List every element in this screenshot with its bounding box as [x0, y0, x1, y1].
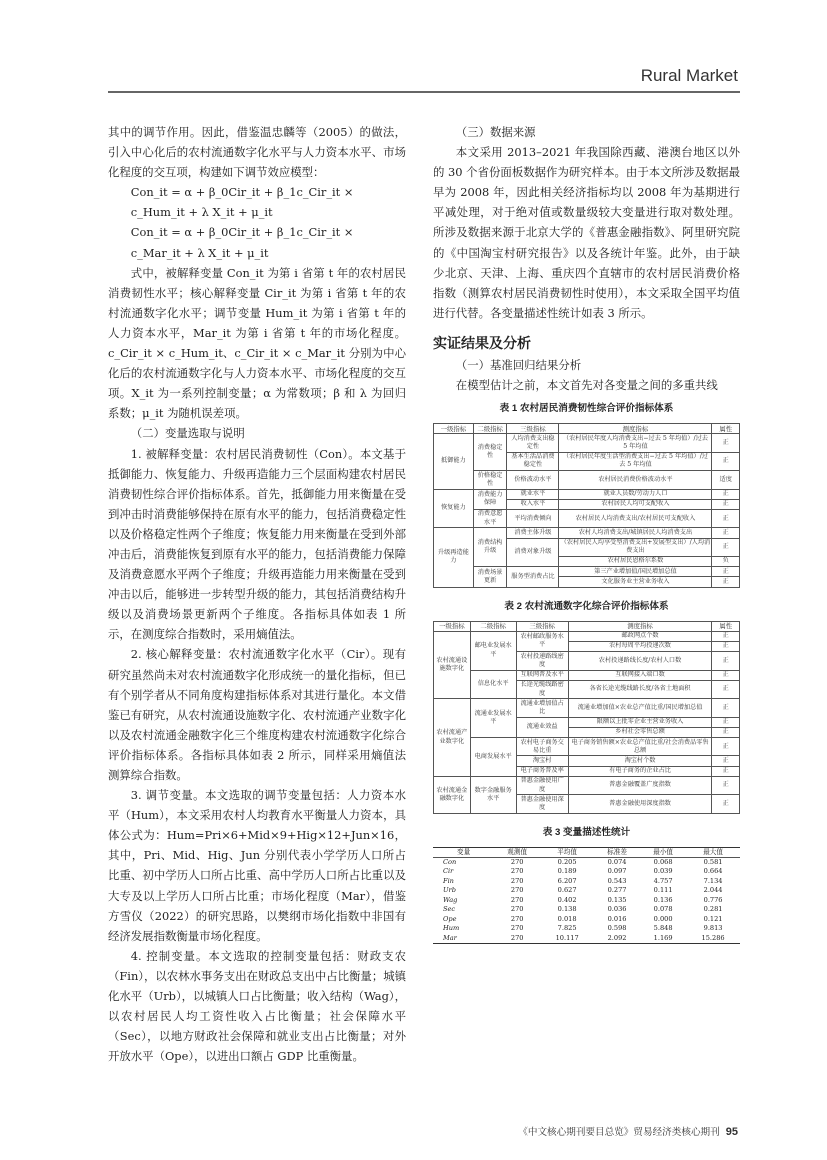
table-cell: 各省长途光缆线路长度/各省土地面积 [568, 680, 712, 698]
table-cell: 有电子商务的企业占比 [568, 766, 712, 776]
table-cell: 长途光缆线路密度 [516, 680, 568, 698]
table-header-cell: 观测值 [494, 847, 540, 857]
paragraph: 4. 控制变量。本文选取的控制变量包括：财政支农（Fin），以农林水事务支出在财政总支出中占比衡量；城镇化水平（Urb），以城镇人口占比衡量；收入结构（Wag），以农村居民人均工资性收入占比衡量；社会保障水平（Sec），以地方财政社会保障和就业支出占比衡量；对外开放水平（Ope），以进出口额占 GDP 比重衡量。 [108, 948, 406, 1064]
table-header-cell: 测度指标 [568, 621, 712, 631]
table-cell: 正 [712, 567, 740, 577]
variable-name: Ope [443, 914, 457, 923]
table-header-cell: 平均值 [540, 847, 594, 857]
table-cell: 270 [510, 924, 524, 933]
section-heading: （二）变量选取与说明 [130, 426, 245, 441]
table-header-cell: 属性 [712, 621, 740, 631]
table-cell: 农村流通设施数字化 [434, 631, 471, 698]
variable-name: Con [443, 857, 457, 866]
table-row [433, 886, 740, 896]
table-cell: 1.169 [653, 933, 673, 942]
table-cell: 消费场景更新 [473, 567, 507, 587]
table-cell: 价格波动水平 [507, 471, 559, 489]
table-cell: 10.117 [555, 933, 579, 942]
paragraph: 1. 被解释变量：农村居民消费韧性（Con）。本文基于抵御能力、恢复能力、升级再造能力三个层面构建农村居民消费韧性综合评价指标体系。首先，抵御能力用来衡量在受到冲击时消费能够保持在原有水平的能力，包括消费稳定性以及价格稳定性两个子维度；恢复能力用来衡量在受到外部冲击后，消费能恢复到原有水平的能力，包括消费能力保障及消费意愿水平两个子维度；升级再造能力用来衡量在受到冲击以后，能够进一步转型升级的能力，其包括消费结构升级以及消费场景更新两个子维度。各指标具体如表 1 所示，在测度综合指数时，采用熵值法。 [108, 446, 406, 642]
table-cell: 正 [712, 727, 740, 737]
table-row [434, 489, 740, 499]
table-cell: 0.074 [607, 857, 627, 866]
table-cell: 0.543 [607, 876, 627, 885]
table-cell: 农村居民人均可支配收入 [559, 499, 712, 509]
table-cell: 正 [712, 528, 740, 538]
table-cell: 0.000 [653, 914, 673, 923]
table-cell: 0.036 [607, 905, 627, 914]
table-cell: 270 [510, 886, 524, 895]
table-cell: 文化服务业主营业务收入 [559, 577, 712, 587]
table-cell: 消费结构升级 [473, 528, 507, 567]
table-cell: 普惠金融使用深度 [516, 795, 568, 813]
table-cell: 270 [510, 857, 524, 866]
table-header-cell: 一级指标 [434, 621, 471, 631]
table-cell: 农村人均消费支出/城镇居民人均消费支出 [559, 528, 712, 538]
table-cell: 农村流通产业数字化 [434, 699, 471, 777]
table-header-cell: 测度指标 [559, 424, 712, 434]
table-cell: 适度 [712, 471, 740, 489]
table-cell: 农村居民恩格尔系数 [559, 556, 712, 566]
main-heading: 实证结果及分析 [433, 334, 531, 351]
table-cell: 农村居民消费价格波动水平 [559, 471, 712, 489]
table1-caption: 表 1 农村居民消费韧性综合评价指标体系 [499, 403, 674, 415]
table-cell: 正 [712, 776, 740, 794]
table-header-cell: 二级指标 [470, 621, 516, 631]
table-cell: 平均消费倾向 [507, 509, 559, 527]
table-row [433, 857, 740, 867]
table-cell: 消费稳定性 [473, 434, 507, 471]
table-cell: 2.044 [703, 886, 723, 895]
table-cell: 0.018 [557, 914, 577, 923]
table2-caption: 表 2 农村流通数字化综合评价指标体系 [504, 600, 669, 612]
table-cell: 0.068 [653, 857, 673, 866]
table-cell: 抵御能力 [434, 434, 474, 489]
variable-name: Fin [443, 876, 454, 885]
table-cell: 正 [712, 499, 740, 509]
table-cell: 互联网普及水平 [516, 670, 568, 680]
table-cell: 正 [712, 538, 740, 556]
variable-name: Wag [443, 895, 458, 904]
table-cell: 0.039 [653, 867, 673, 876]
table-header-cell: 最小值 [640, 847, 686, 857]
table-cell: 消费主体升级 [507, 528, 559, 538]
variable-name: Urb [443, 886, 456, 895]
table-header-cell: 标准差 [594, 847, 640, 857]
variable-name: Sec [443, 905, 456, 914]
table-cell: 电子商务销售额×农业总产值比重/社会消费品零售总额 [568, 738, 712, 756]
table-cell: 正 [712, 652, 740, 670]
table-cell: 收入水平 [507, 499, 559, 509]
table-cell: 普惠金融覆盖广度指数 [568, 776, 712, 794]
table-cell: 正 [712, 717, 740, 727]
table-row [434, 471, 740, 489]
table-cell: 信息化水平 [470, 670, 516, 699]
table-cell: 电子商务普及率 [516, 766, 568, 776]
table-header-cell: 属性 [712, 424, 740, 434]
table-cell: 正 [712, 577, 740, 587]
table-cell: 0.016 [607, 914, 627, 923]
table-header-cell: 一级指标 [434, 424, 474, 434]
table-row [433, 896, 740, 906]
table-cell: 正 [712, 699, 740, 717]
table-cell: 0.138 [557, 905, 577, 914]
table-row [433, 924, 740, 934]
variable-name: Mar [443, 933, 457, 942]
table-cell: 邮电业发展水平 [470, 631, 516, 670]
table-cell: 0.205 [557, 857, 577, 866]
table-cell: 0.776 [703, 895, 723, 904]
table-cell: 限额以上批零企业主营业务收入 [568, 717, 712, 727]
variable-name: Hum [443, 924, 460, 933]
table-cell: （农村居民人均享受型消费支出+发展型支出）/人均消费支出 [559, 538, 712, 556]
table-cell: 0.135 [607, 895, 627, 904]
table-cell: 270 [510, 876, 524, 885]
table-header-cell: 最大值 [686, 847, 740, 857]
table-cell: 0.281 [703, 905, 723, 914]
table-header-cell: 三级指标 [516, 621, 568, 631]
table-cell: 第三产业增加值/国民增加总值 [559, 567, 712, 577]
table-cell: 正 [712, 766, 740, 776]
page-number: 95 [725, 1126, 738, 1138]
table-cell: 270 [510, 867, 524, 876]
table-cell: 7.825 [557, 924, 577, 933]
table-cell: 正 [712, 795, 740, 813]
table-cell: 负 [712, 556, 740, 566]
table-cell: 淘宝村 [516, 756, 568, 766]
table-cell: 就业水平 [507, 489, 559, 499]
table-cell: 0.189 [557, 867, 577, 876]
table-row [433, 905, 740, 915]
table-cell: 就业人员数/劳动力人口 [559, 489, 712, 499]
table-cell: 农村流通金融数字化 [434, 776, 471, 813]
table-row [434, 567, 740, 577]
table-cell: 270 [510, 895, 524, 904]
header-rule [108, 91, 740, 93]
table-cell: 正 [712, 641, 740, 651]
section-heading: （一）基准回归结果分析 [455, 357, 582, 372]
table2 [433, 621, 740, 814]
table-row [433, 934, 740, 944]
table1 [433, 423, 740, 587]
table-cell: 2.092 [607, 933, 627, 942]
table-cell: 正 [712, 631, 740, 641]
table-cell: 正 [712, 452, 740, 470]
equation-1: Con_it = α + β_0Cir_it + β_1c_Cir_it × c_Hum_it + λ X_it + μ_it [130, 185, 354, 220]
table-cell: 0.598 [607, 924, 627, 933]
table-row [434, 670, 740, 680]
table-cell: 270 [510, 905, 524, 914]
table-cell: 价格稳定性 [473, 471, 507, 489]
table3 [433, 847, 740, 945]
table-cell: 270 [510, 914, 524, 923]
paragraph: 在模型估计之前，本文首先对各变量之间的多重共线 [455, 378, 718, 393]
table-cell: 消费能力保障 [473, 489, 507, 509]
paragraph: 2. 核心解释变量：农村流通数字化水平（Cir）。现有研究虽然尚未对农村流通数字化形成统一的量化指标，但已有个别学者从不同角度构建指标体系对其进行量化。本文借鉴已有研究，从农村流通设施数字化、农村流通产业数字化以及农村流通金融数字化三个维度构建农村流通数字化综合评价指标体系。各指标具体如表 2 所示，同样采用熵值法测算综合指数。 [108, 647, 406, 782]
table-cell: 邮政网点个数 [568, 631, 712, 641]
table-cell: 15.286 [701, 933, 725, 942]
table-cell: 恢复能力 [434, 489, 474, 528]
paragraph: 其中的调节作用。因此，借鉴温忠麟等（2005）的做法，引入中心化后的农村流通数字化水平与人力资本水平、市场化程度的交互项，构建如下调节效应模型： [108, 125, 406, 180]
table-row [434, 434, 740, 452]
equation-2: Con_it = α + β_0Cir_it + β_1c_Cir_it × c_Mar_it + λ X_it + μ_it [130, 225, 354, 260]
table-cell: 0.136 [653, 895, 673, 904]
table-cell: 农村邮政服务水平 [516, 631, 568, 651]
table-cell: 普惠金融使用深度指数 [568, 795, 712, 813]
left-column [108, 122, 406, 1066]
section-heading: （三）数据来源 [455, 125, 536, 139]
table-cell: 正 [712, 738, 740, 756]
table-cell: 0.121 [703, 914, 723, 923]
journal-header: Rural Market [640, 66, 738, 85]
table-cell: 数字金融服务水平 [470, 776, 516, 813]
table-header-cell: 变量 [433, 847, 494, 857]
table-cell: 正 [712, 680, 740, 698]
table-cell: 流通业增加值×农业总产值比重/国民增加总值 [568, 699, 712, 717]
right-column [433, 122, 740, 944]
table-cell: 0.078 [653, 905, 673, 914]
table-cell: 正 [712, 670, 740, 680]
table-cell: 0.402 [557, 895, 577, 904]
table-cell: 消费对象升级 [507, 538, 559, 567]
table-cell: 6.207 [557, 876, 577, 885]
table-cell: 淘宝村个数 [568, 756, 712, 766]
table-cell: 基本生活品消费稳定性 [507, 452, 559, 470]
paragraph: 3. 调节变量。本文选取的调节变量包括：人力资本水平（Hum），本文采用农村人均教育水平衡量人力资本，具体公式为：Hum=Pri×6+Mid×9+Hig×12+Jun×16，其中，Pri、Mid、Hig、Jun 分别代表小学学历人口所占比重、初中学历人口所占比重、高中学历人口所占比重以及大专及以上学历人口所占比重；市场化程度（Mar），借鉴方雪仪（2022）的研究思路，以樊纲市场化指数中非国有经济发展指数衡量市场化程度。 [108, 788, 406, 943]
table-cell: 9.813 [703, 924, 723, 933]
table-cell: 正 [712, 756, 740, 766]
table-header-cell: 二级指标 [473, 424, 507, 434]
footer [0, 1124, 738, 1138]
table-cell: 0.277 [607, 886, 627, 895]
table-cell: 农村投递路线长度/农村人口数 [568, 652, 712, 670]
table-cell: 普惠金融使用广度 [516, 776, 568, 794]
paragraph: 式中，被解释变量 Con_it 为第 i 省第 t 年的农村居民消费韧性水平；核心解释变量 Cir_it 为第 i 省第 t 年的农村流通数字化水平；调节变量 Hum_it 为第 i 省第 t 年的人力资本水平，Mar_it 为第 i 省第 t 年的市场化程度。c_Cir_it × c_Hum_it、c_Cir_it × c_Mar_it 分别为中心化后的农村流通数字化与人力资本水平、市场化程度的交互项。X_it 为一系列控制变量；α 为常数项；β 和 λ 为回归系数；μ_it 为随机误差项。 [108, 265, 406, 421]
table-cell: 正 [712, 434, 740, 452]
table-row [433, 915, 740, 925]
table-cell: 0.664 [703, 867, 723, 876]
footer-text: 《中文核心期刊要目总览》贸易经济类核心期刊 [518, 1127, 720, 1138]
table-cell: 正 [712, 509, 740, 527]
table-cell: 0.097 [607, 867, 627, 876]
table-cell: 人均消费支出稳定性 [507, 434, 559, 452]
table-cell: 乡村社会零售总额 [568, 727, 712, 737]
table-cell: （农村居民年度生活型消费支出−过去 5 年均值）/过去 5 年均值 [559, 452, 712, 470]
table-cell: 农村居民人均消费支出/农村居民可支配收入 [559, 509, 712, 527]
table-cell: 7.134 [703, 876, 723, 885]
table-cell: （农村居民年度人均消费支出−过去 5 年均值）/过去 5 年均值 [559, 434, 712, 452]
table-cell: 0.581 [703, 857, 723, 866]
table-row [434, 699, 740, 717]
table-cell: 5.848 [653, 924, 673, 933]
table-cell: 农村电子商务交易比重 [516, 738, 568, 756]
table-row [434, 509, 740, 527]
table-row [433, 867, 740, 877]
table-cell: 4.757 [653, 876, 673, 885]
table-row [434, 738, 740, 756]
table3-caption: 表 3 变量描述性统计 [542, 826, 631, 838]
table-cell: 升级再造能力 [434, 528, 474, 587]
table-cell: 流通业效益 [516, 717, 568, 737]
table-cell: 服务型消费占比 [507, 567, 559, 587]
table-cell: 0.627 [557, 886, 577, 895]
table-row [433, 877, 740, 887]
table-cell: 正 [712, 489, 740, 499]
table-cell: 农村每周平均投递次数 [568, 641, 712, 651]
table-cell: 0.111 [653, 886, 673, 895]
table-cell: 互联网接入端口数 [568, 670, 712, 680]
table-cell: 270 [510, 933, 524, 942]
paragraph: 本文采用 2013–2021 年我国除西藏、港澳台地区以外的 30 个省份面板数据作为研究样本。由于本文所涉及数据最早为 2008 年，因此相关经济指标均以 2008 年为基期进行平减处理，对于绝对值或数量级较大变量进行取对数处理。所涉及数据来源于北京大学的《普惠金融指数》、阿里研究院的《中国淘宝村研究报告》以及各统计年鉴。此外，由于缺少北京、天津、上海、重庆四个直辖市的农村居民消费价格指数（测算农村居民消费韧性时使用），本文采取全国平均值进行代替。各变量描述性统计如表 3 所示。 [433, 145, 740, 320]
table-cell: 流通业增加值占比 [516, 699, 568, 717]
table-row [434, 776, 740, 794]
variable-name: Cir [443, 867, 454, 876]
table-cell: 电商发展水平 [470, 738, 516, 777]
table-cell: 农村投递路线密度 [516, 652, 568, 670]
table-row [434, 528, 740, 538]
table-header-cell: 三级指标 [507, 424, 559, 434]
table-row [434, 631, 740, 641]
table-cell: 消费意愿水平 [473, 509, 507, 527]
table-cell: 流通业发展水平 [470, 699, 516, 738]
